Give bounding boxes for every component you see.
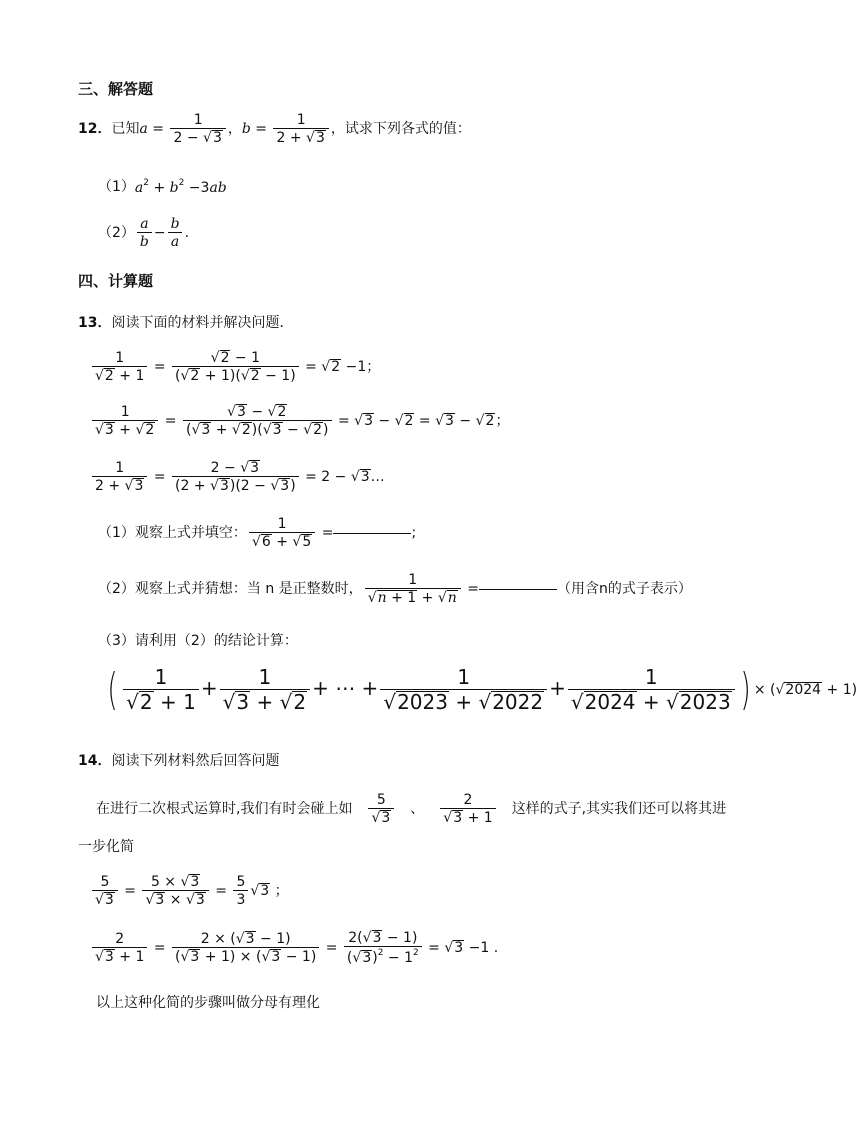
question-number: 14． (78, 753, 112, 769)
question-number: 12． (78, 121, 112, 138)
answer-blank[interactable] (479, 589, 557, 590)
example-rationalize-2: $\frac{2}{√3 + 1}$ = $\frac{2 \times (√3 - 1)}{(√3 + 1) \times (√3 - 1)}$ = $\frac{2(√3 - 1)}{(√3)^2 - 1^2}$ = √3 −1 . (90, 930, 498, 966)
expression-2: $\frac{a}{b}$ − $\frac{b}{a}$ . (135, 216, 189, 250)
section-heading: 四、计算题 (78, 272, 154, 290)
question-13-part-1: （1）观察上式并填空： $\frac{1}{√6 + √5}$ = ; (98, 516, 417, 551)
intro-fraction-2: $\frac{2}{√3 + 1}$ (438, 792, 497, 826)
expression-1: $a^2 + b^2 -3ab$ (134, 178, 227, 196)
question-14-conclusion: 以上这种化简的步骤叫做分母有理化 (96, 995, 320, 1011)
example-equation-1: $\frac{1}{√2 + 1}$ = $\frac{√2 - 1}{(√2 + 1)(√2 - 1)}$ = √2 −1； (90, 350, 380, 384)
example-rationalize-1: $\frac{5}{√3}$ = $\frac{5 \times √3}{√3 \times √3}$ = $\frac{5}{3}$ √3 ； (90, 874, 289, 908)
question-12-part-2: （2） $\frac{a}{b}$ − $\frac{b}{a}$ . (98, 216, 190, 251)
part3-expression: ( $\frac{1}{√2 + 1}$ + $\frac{1}{√3 + √2}$ + ⋯ + $\frac{1}{√2023 + √2022}$ + $\frac{1}{√2024 + √2023}$ ) × (√2024 + 1) (107, 664, 857, 715)
given-b: b = $\frac{1}{2 + √3}$ (242, 112, 331, 146)
example-equation-2: $\frac{1}{√3 + √2}$ = $\frac{√3 - √2}{(√3 + √2)(√3 - √2)}$ = √3 − √2 = √3 − √2； (90, 404, 509, 438)
answer-blank[interactable] (333, 533, 411, 534)
question-14-intro-line-2: 一步化简 (78, 839, 134, 855)
question-14-intro: 在进行二次根式运算时,我们有时会碰上如 $\frac{5}{√3}$ 、 $\frac{2}{√3 + 1}$ 这样的式子,其实我们还可以将其进 (96, 792, 727, 827)
given-a: a = $\frac{1}{2 - √3}$ (139, 112, 227, 146)
question-number: 13． (78, 315, 112, 331)
question-13-part-3: （3）请利用（2）的结论计算： (98, 633, 298, 649)
question-12-stem: 12．已知a = $\frac{1}{2 - √3}$ ，b = $\frac{1}{2 + √3}$ ，试求下列各式的值： (78, 112, 471, 147)
example-equation-3: $\frac{1}{2 + √3}$ = $\frac{2 - √3}{(2 + √3)(2 - √3)}$ = 2 − √3… (90, 460, 385, 494)
part2-expression: $\frac{1}{√n + 1 + √n}$ = (363, 572, 479, 606)
question-13-part-2: （2）观察上式并猜想：当 n 是正整数时， $\frac{1}{√n + 1 + √n}$ = （用含n的式子表示） (98, 572, 692, 607)
part1-expression: $\frac{1}{√6 + √5}$ = (247, 516, 334, 550)
question-13-stem: 13．阅读下面的材料并解决问题． (78, 315, 294, 331)
section-heading: 三、解答题 (78, 80, 154, 98)
question-12-part-1: $(1)a^2 + b^2 -3ab$ (98, 178, 227, 196)
intro-fraction-1: $\frac{5}{√3}$ (366, 792, 396, 826)
question-14-stem: 14．阅读下列材料然后回答问题 (78, 753, 280, 769)
